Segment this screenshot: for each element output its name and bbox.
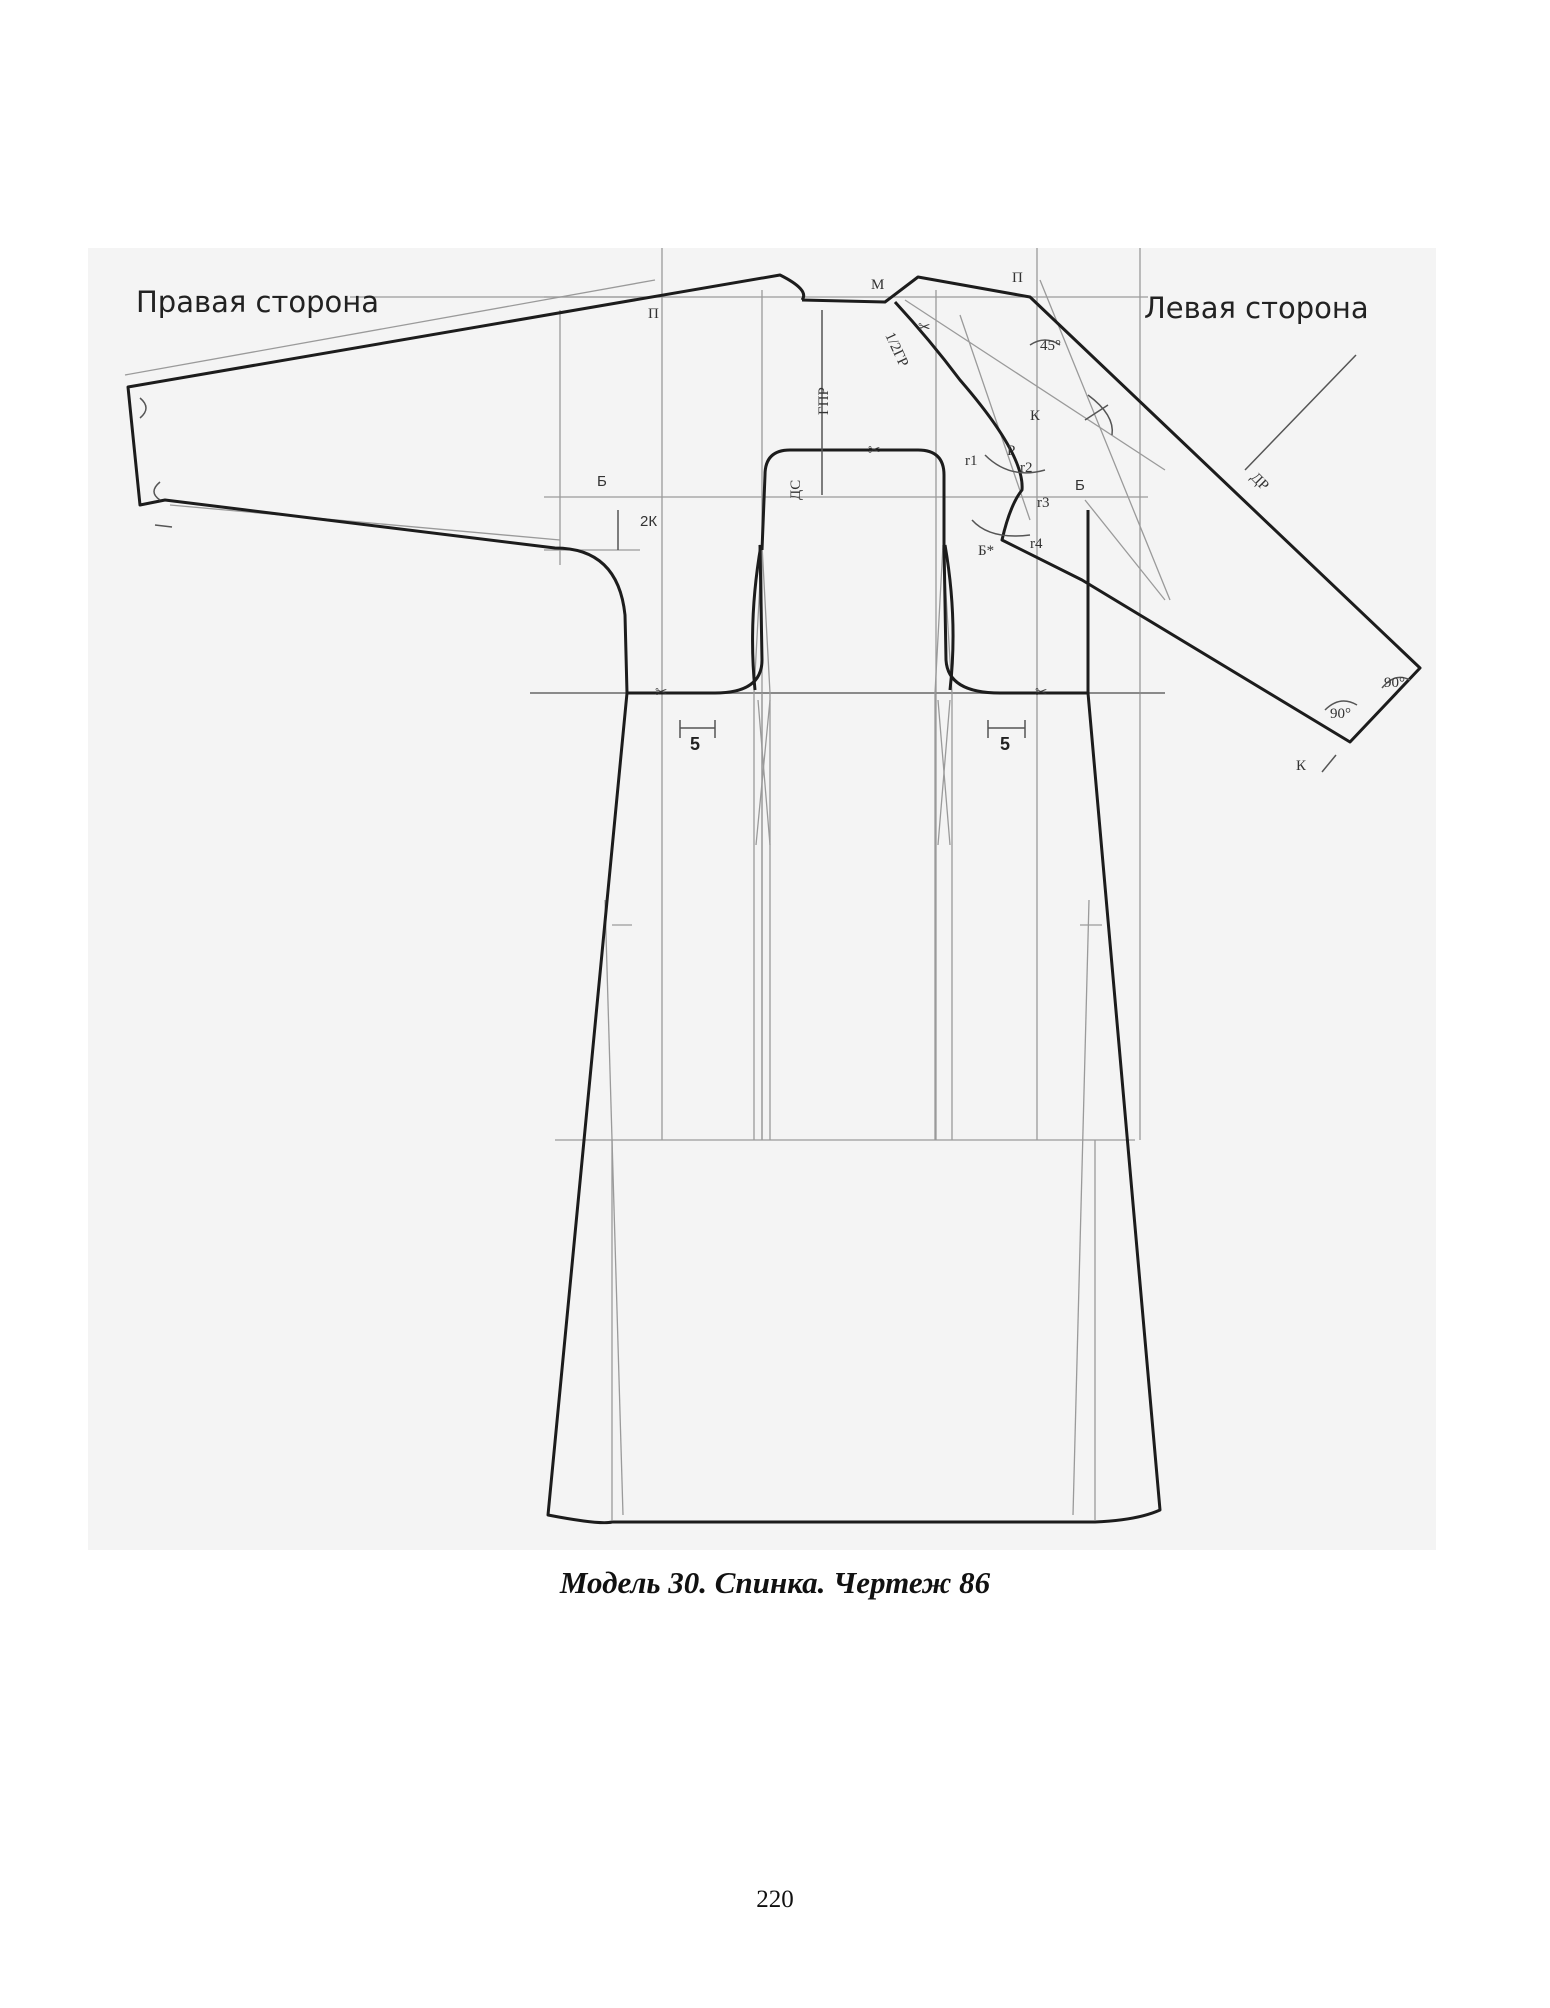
svg-text:✂: ✂ — [655, 684, 668, 701]
svg-text:✂: ✂ — [1035, 684, 1048, 701]
point-b-right: Б — [597, 473, 607, 490]
svg-text:✂: ✂ — [868, 442, 881, 459]
label-ds: ДС — [788, 479, 804, 500]
label-half-gr: 1/2ГР — [881, 329, 912, 370]
svg-text:✂: ✂ — [918, 319, 931, 336]
point-p-right: П — [648, 306, 659, 322]
construction-lines — [125, 248, 1170, 1520]
label-gpr: ГПР — [816, 387, 832, 415]
point-b-left: Б — [1075, 477, 1085, 494]
label-2k: 2К — [640, 513, 658, 530]
label-r1: r1 — [965, 453, 978, 469]
label-r3: r3 — [1037, 495, 1050, 511]
label-5-left: 5 — [1000, 734, 1011, 754]
label-angle-45: 45° — [1040, 338, 1061, 354]
left-side-label: Левая сторона — [1144, 291, 1369, 325]
label-r2: r2 — [1020, 460, 1033, 476]
scissor-icon — [655, 319, 1048, 701]
label-dr: ДР — [1247, 469, 1272, 494]
point-k: К — [1030, 408, 1041, 424]
page-number: 220 — [756, 1886, 794, 1913]
point-m: М — [871, 277, 885, 293]
point-r: Р — [1007, 443, 1016, 459]
garment-contour — [128, 275, 1420, 1523]
label-5-right: 5 — [690, 734, 701, 754]
label-angle-90-lower: 90° — [1330, 706, 1351, 722]
label-angle-90-upper: 90° — [1384, 675, 1405, 691]
point-b-star: Б* — [978, 543, 995, 559]
annotations — [140, 310, 1410, 772]
right-side-label: Правая сторона — [136, 285, 379, 319]
point-p-left: П — [1012, 270, 1023, 286]
label-r4: r4 — [1030, 536, 1043, 552]
figure-caption: Модель 30. Спинка. Чертеж 86 — [559, 1565, 991, 1600]
label-k-cuff: К — [1296, 758, 1307, 774]
